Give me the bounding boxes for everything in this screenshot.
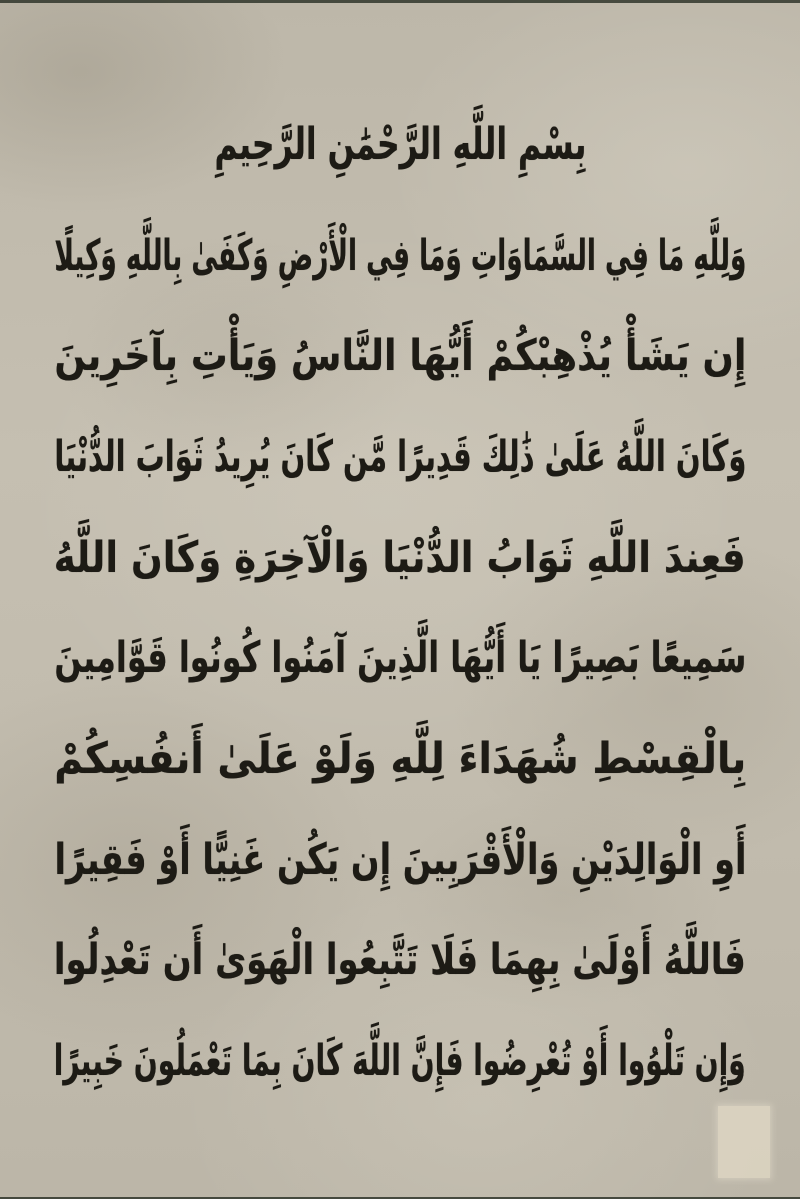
basmala-text: بِسْمِ اللَّهِ الرَّحْمَٰنِ الرَّحِيمِ bbox=[213, 118, 587, 170]
verse-line bbox=[52, 411, 748, 504]
verse-line-text: وَكَانَ اللَّهُ عَلَىٰ ذَٰلِكَ قَدِيرًا مَّن كَانَ يُرِيدُ ثَوَابَ الدُّنْيَا bbox=[54, 432, 746, 483]
verse-line-text: بِالْقِسْطِ شُهَدَاءَ لِلَّهِ وَلَوْ عَلَىٰ أَنفُسِكُمْ bbox=[53, 733, 747, 784]
paper-top-edge bbox=[0, 0, 800, 3]
verse-block bbox=[52, 210, 748, 1108]
verse-line-text: وَلِلَّهِ مَا فِي السَّمَاوَاتِ وَمَا فِي الْأَرْضِ وَكَفَىٰ بِاللَّهِ وَكِيلًا bbox=[54, 230, 746, 281]
verse-line-text: فَعِندَ اللَّهِ ثَوَابُ الدُّنْيَا وَالْآخِرَةِ وَكَانَ اللَّهُ bbox=[53, 532, 746, 583]
verse-line bbox=[52, 613, 748, 706]
verse-line-text: وَإِن تَلْوُوا أَوْ تُعْرِضُوا فَإِنَّ اللَّهَ كَانَ بِمَا تَعْمَلُونَ خَبِيرًا bbox=[53, 1035, 747, 1086]
verse-line bbox=[52, 814, 748, 907]
verse-line-text: إِن يَشَأْ يُذْهِبْكُمْ أَيُّهَا النَّاسُ وَيَأْتِ بِآخَرِينَ bbox=[54, 331, 746, 382]
verse-line bbox=[52, 210, 748, 303]
verse-line bbox=[52, 311, 748, 404]
verse-line-text: سَمِيعًا بَصِيرًا يَا أَيُّهَا الَّذِينَ آمَنُوا كُونُوا قَوَّامِينَ bbox=[53, 633, 746, 684]
verse-line bbox=[52, 713, 748, 806]
paper-repair-patch bbox=[718, 1106, 770, 1178]
verse-line bbox=[52, 1015, 748, 1108]
verse-line bbox=[52, 914, 748, 1007]
verse-line-text: فَاللَّهُ أَوْلَىٰ بِهِمَا فَلَا تَتَّبِعُوا الْهَوَىٰ أَن تَعْدِلُوا bbox=[54, 935, 746, 986]
verse-line bbox=[52, 512, 748, 605]
verse-line-text: أَوِ الْوَالِدَيْنِ وَالْأَقْرَبِينَ إِن يَكُن غَنِيًّا أَوْ فَقِيرًا bbox=[53, 834, 747, 885]
basmala-row bbox=[0, 86, 800, 204]
